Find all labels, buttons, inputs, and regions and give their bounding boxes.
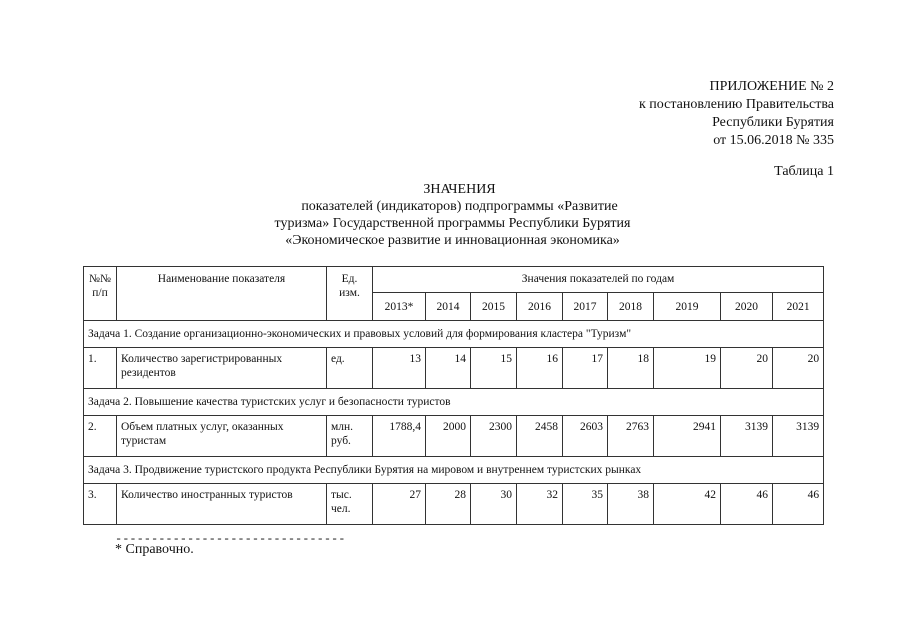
row-value: 20 — [721, 348, 773, 389]
row-num: 2. — [84, 416, 117, 457]
appendix-line: от 15.06.2018 № 335 — [713, 133, 834, 148]
row-value: 3139 — [721, 416, 773, 457]
task-title: Задача 2. Повышение качества туристских услуг и безопасности туристов — [84, 389, 824, 416]
appendix-line: ПРИЛОЖЕНИЕ № 2 — [709, 79, 834, 94]
row-value: 46 — [721, 484, 773, 525]
row-value: 27 — [373, 484, 426, 525]
year-header: 2018 — [608, 293, 654, 321]
header-values-by-year: Значения показателей по годам — [373, 267, 824, 293]
title-line: показателей (индикаторов) подпрограммы «Развитие — [301, 199, 618, 214]
year-header: 2020 — [721, 293, 773, 321]
row-num: 1. — [84, 348, 117, 389]
row-value: 13 — [373, 348, 426, 389]
header-unit: Ед. изм. — [327, 267, 373, 321]
task-title: Задача 1. Создание организационно-экономических и правовых условий для формирования кластера "Туризм" — [84, 321, 824, 348]
appendix-block — [639, 78, 834, 150]
row-value: 28 — [426, 484, 471, 525]
year-header: 2013* — [373, 293, 426, 321]
row-value: 46 — [773, 484, 824, 525]
row-value: 20 — [773, 348, 824, 389]
row-value: 2458 — [517, 416, 563, 457]
row-value: 3139 — [773, 416, 824, 457]
row-value: 19 — [654, 348, 721, 389]
row-indicator-name: Количество иностранных туристов — [117, 484, 327, 525]
table-row — [84, 416, 824, 457]
header-num: №№ п/п — [84, 267, 117, 321]
appendix-line: Республики Бурятия — [712, 115, 834, 130]
row-value: 2000 — [426, 416, 471, 457]
row-indicator-name: Объем платных услуг, оказанных туристам — [117, 416, 327, 457]
row-value: 2941 — [654, 416, 721, 457]
row-unit: млн. руб. — [327, 416, 373, 457]
row-value: 42 — [654, 484, 721, 525]
task-row — [84, 321, 824, 348]
task-row — [84, 457, 824, 484]
task-row — [84, 389, 824, 416]
table-row — [84, 348, 824, 389]
row-unit: ед. — [327, 348, 373, 389]
year-header: 2016 — [517, 293, 563, 321]
row-value: 17 — [563, 348, 608, 389]
header-indicator-name: Наименование показателя — [117, 267, 327, 321]
row-indicator-name: Количество зарегистрированных резидентов — [117, 348, 327, 389]
footnote-text: * Справочно. — [115, 542, 194, 557]
row-value: 16 — [517, 348, 563, 389]
row-value: 18 — [608, 348, 654, 389]
year-header: 2019 — [654, 293, 721, 321]
row-value: 2763 — [608, 416, 654, 457]
title-line: туризма» Государственной программы Республики Бурятия — [274, 216, 631, 231]
row-value: 32 — [517, 484, 563, 525]
row-num: 3. — [84, 484, 117, 525]
indicators-table — [83, 266, 824, 525]
row-value: 14 — [426, 348, 471, 389]
row-value: 38 — [608, 484, 654, 525]
title-line: ЗНАЧЕНИЯ — [423, 182, 496, 197]
row-value: 35 — [563, 484, 608, 525]
task-title: Задача 3. Продвижение туристского продукта Республики Бурятия на мировом и внутреннем туристских рынках — [84, 457, 824, 484]
row-value: 2300 — [471, 416, 517, 457]
year-header: 2021 — [773, 293, 824, 321]
document-title — [0, 181, 905, 249]
title-line: «Экономическое развитие и инновационная экономика» — [285, 233, 620, 248]
row-value: 1788,4 — [373, 416, 426, 457]
row-value: 30 — [471, 484, 517, 525]
year-header: 2015 — [471, 293, 517, 321]
year-header: 2017 — [563, 293, 608, 321]
appendix-line: к постановлению Правительства — [638, 97, 834, 112]
footnote-separator: -------------------------------- — [115, 532, 346, 546]
year-header: 2014 — [426, 293, 471, 321]
row-value: 2603 — [563, 416, 608, 457]
row-value: 15 — [471, 348, 517, 389]
table-number-label: Таблица 1 — [774, 164, 834, 179]
row-unit: тыс. чел. — [327, 484, 373, 525]
table-row — [84, 484, 824, 525]
